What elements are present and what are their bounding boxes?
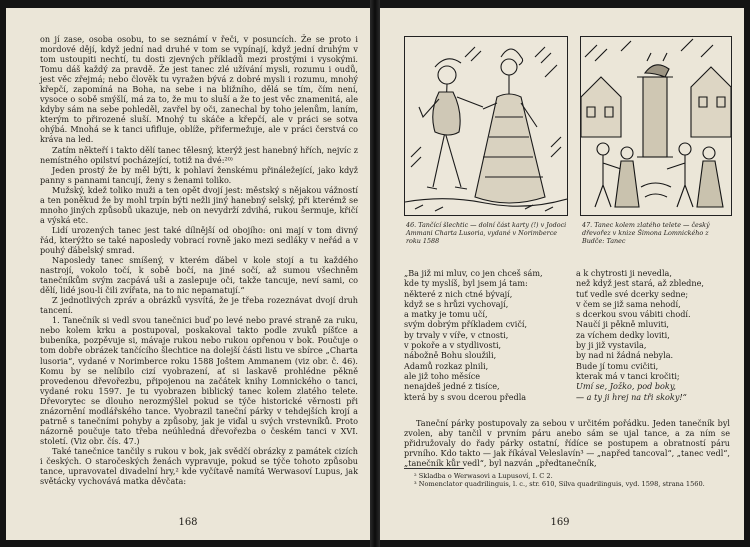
right-page: [380, 8, 744, 540]
paragraph: Mužský, kdež toliko muži a ten opět dvojí jest: městský s nějakou vážností a ten poněkud že by mohl trpín býti nežli jiný hanebný selský, při kterémž se mnoho jiných způsobů ukazuje, neb on nevydrží zdvihá, rukou šermuje, křičí a výská etc.: [40, 184, 358, 225]
verse-line: nábožně Bohu sloužili,: [404, 350, 497, 361]
footnote: ³ Nomenclator quadrilinguis, l. c., str. 610, Silva quadrilinguis, vyd. 1598, strana 1560.: [414, 480, 705, 489]
footnote: ² Skladba o Werwasovi a Lupusoví, I. C 2.: [414, 472, 553, 480]
verse-line: nenajdeš jedné z tisíce,: [404, 381, 500, 392]
verse-line: Adamů rozkaz plnili,: [404, 360, 489, 371]
verse-line: než když jest stará, až zbledne,: [576, 278, 704, 289]
figure-47-caption: 47. Tanec kolem zlatého telete — český dřevořez v knize Šimona Lomnického z Budče: Tanec: [582, 221, 710, 245]
verse-line: která by s svou dcerou předla: [404, 391, 527, 402]
left-page: [6, 8, 370, 540]
paragraph: Naposledy tanec smíšený, v kterém ďábel v kole stojí a tu každého nastrojí, vokolo točí, k sobě bočí, na jiné sočí, až sumou všechněm tanečníkům svým zacpává uši a zaslepuje oči, takže tancuje, neví sami, co dělí, lidé jsou-li čili zvířata, na to nic nepamatují.“: [40, 255, 358, 296]
footnotes: [404, 472, 730, 489]
verse-line: by nad ni žádná nebyla.: [576, 350, 674, 361]
paragraph: Jeden prostý že by měl býti, k pohlaví ženskému přináležející, jako když panny s pannami tancují, ženy s ženami toliko.: [40, 164, 358, 185]
verse-line: ale již toho měsíce: [404, 370, 481, 381]
verse-left-column: [404, 268, 574, 402]
paragraph: on jí zase, osoba osobu, to se seznámí v řeči, v posuncích. Že se proto i mordové dějí, když jední nad druhé v tom se vypínají, když jední druhým v tom ustoupiti nechtí, tu dosti zjevných příkladů mezi prostými i vysokými. Tomu dáš každý za pravdě. Že jest tanec zlé užívání mysli, rozumu i oudů, jest věc zřejmá; nebo člověk tu vyražen bývá z dobré mysli i rozumu, mnohý křepčí, zapomíná na Boha, na sebe i na bližního, dělá se tím, čím není, vysoce o sobě smýšlí, má za to, že mu to sluší a že to jest věc znamenitá, ale kdyby sám na sebe pohleděl, zavřel by oči, zanechal by toho jelenům, laním, kterým to přirozené sluší. Mnohý tu skáče a křepčí, ale v práci se sotva ohýbá. Mnohá se k tanci ufifluje, oblíže, přifermežuje, ale v práci čerstvá co kráva na led.: [40, 34, 358, 145]
woodcut-image: [581, 37, 731, 215]
verse-line: kterak má v tanci kročiti;: [576, 370, 680, 381]
verse-line: když se s hrůzi vychovají,: [404, 298, 509, 309]
verse-line: a k chytrosti ji nevedla,: [576, 268, 672, 278]
verse-line: svým dobrým příkladem cvičí,: [404, 319, 528, 330]
verse-line: některé z nich ctné bývají,: [404, 288, 513, 299]
woodcut-image: [405, 37, 567, 215]
figure-46-caption: 46. Tančící šlechtic — dolní část karty (!) v Jodoci Ammani Charta Lusoria, vydané v Norimberce roku 1588: [406, 221, 567, 245]
left-body-text: [40, 34, 358, 486]
paragraph: Z jednotlivých zpráv a obrázků vysvítá, že je třeba rozeznávat dvojí druh tancení.: [40, 295, 358, 316]
right-body-text: [404, 418, 730, 468]
paragraph: Lidí urozených tanec jest také dílnější od obojího: oni mají v tom divný řád, kterýžto se také naposledy vobrací rovně jako mezi sedláky v neřád a v pouhý ďábelský smrad.: [40, 224, 358, 255]
verse-line: a matky je tomu učí,: [404, 309, 488, 320]
verse-line: Umí se, Jožko, pod boky,: [576, 381, 676, 392]
verse-line: kde ty myslíš, byl jsem já tam:: [404, 278, 528, 289]
verse-line: tuť vedle své dcerky sedne;: [576, 288, 689, 299]
verse-line: v pokoře a v stydlivosti,: [404, 340, 502, 351]
woodcut-dancing-nobleman: [404, 36, 568, 216]
verse-line: v čem se již sama nehodí,: [576, 298, 681, 309]
verse-line: Naučí ji pěkně mluviti,: [576, 319, 669, 330]
paragraph: Taneční párky postupovaly za sebou v určitém pořádku. Jeden tanečník byl zvolen, aby tančil v prvním páru anebo sám se ujal tance, a za ním se přidružovaly do řady párky ostatní, řídíce se postupem a obratností páru prvního. Kdo takto — jak říkával Veleslavín³ — „napřed tancoval“, „tanec vedl“, „tanečník kůr vedl“, byl nazván „předtanečník,: [404, 418, 730, 469]
verse-line: by trvaly v víře, v ctnosti,: [404, 329, 509, 340]
verse-line: „Ba již mi mluv, co jen chceš sám,: [404, 268, 543, 278]
book-gutter: [370, 0, 380, 547]
verse-line: za víchem dedky loviti,: [576, 329, 670, 340]
verse-right-column: [576, 268, 736, 402]
verse-line: Bude jí tomu cvičiti,: [576, 360, 659, 371]
paragraph: Zatím někteří i takto dělí tanec tělesný, kterýž jest hanebný hřích, nejvíc z nemístného opilství pocházející, totiž na dvé:²⁰⁾: [40, 144, 358, 165]
footnote-rule: [404, 468, 464, 469]
paragraph: Také tanečnice tančily s rukou v bok, jak svědčí obrázky z památek cizích i českých. O staročeských ženách vypravuje, pokud se týče tohoto způsobu tance, upravovatel divadelní hry,² kde vyčítavě namítá Werwasoví Lupus, jak světácky vychovává matka děvčata:: [40, 445, 358, 487]
paragraph: 1. Tanečník si vedl svou tanečnici buď po levé nebo pravé straně za ruku, nebo kolem krku a postupoval, poskakoval takto podle zvuků píšťce a bubeníka, pozpěvuje si, mávaje rukou nebo rukou opřenou v bok. Poučuje o tom dobře obrázek tančícího šlechtice na dolejší části listu ve sbírce „Charta lusoria“, vydané v Norimberce roku 1588 Joštem Ammanem (viz obr. č. 46). Komu by se nelíbilo cizí vyobrazení, ať si laskavě prohlédne pěkně provedenou dřevořezbu, připojenou na začátek knihy Lomnického o tanci, vydané roku 1597. Je tu vyobrazen biblický tanec kolem zlatého telete. Dřevorytec se dlouho nerozmýšlel pokud se týče historické věrnosti při znázornění modlářského tance. Vyobrazil taneční párky v tehdejších krojí a patrně s tanečními pohyby a způsoby, jak je viďal u svých vrstevníků. Proto názorně poučuje tato třeba neúhledná dřevořezba o českém tanci v XVI. století. (Viz obr. čís. 47.): [40, 315, 358, 446]
verse-line: by ji již vystavila,: [576, 340, 647, 351]
woodcut-golden-calf-dance: [580, 36, 732, 216]
verse-line: — a ty ji hrej na tři skoky!“: [576, 391, 687, 402]
page-number: 169: [550, 517, 570, 528]
verse-line: s dcerkou svou vábiti chodí.: [576, 309, 691, 320]
page-number: 168: [178, 517, 198, 528]
